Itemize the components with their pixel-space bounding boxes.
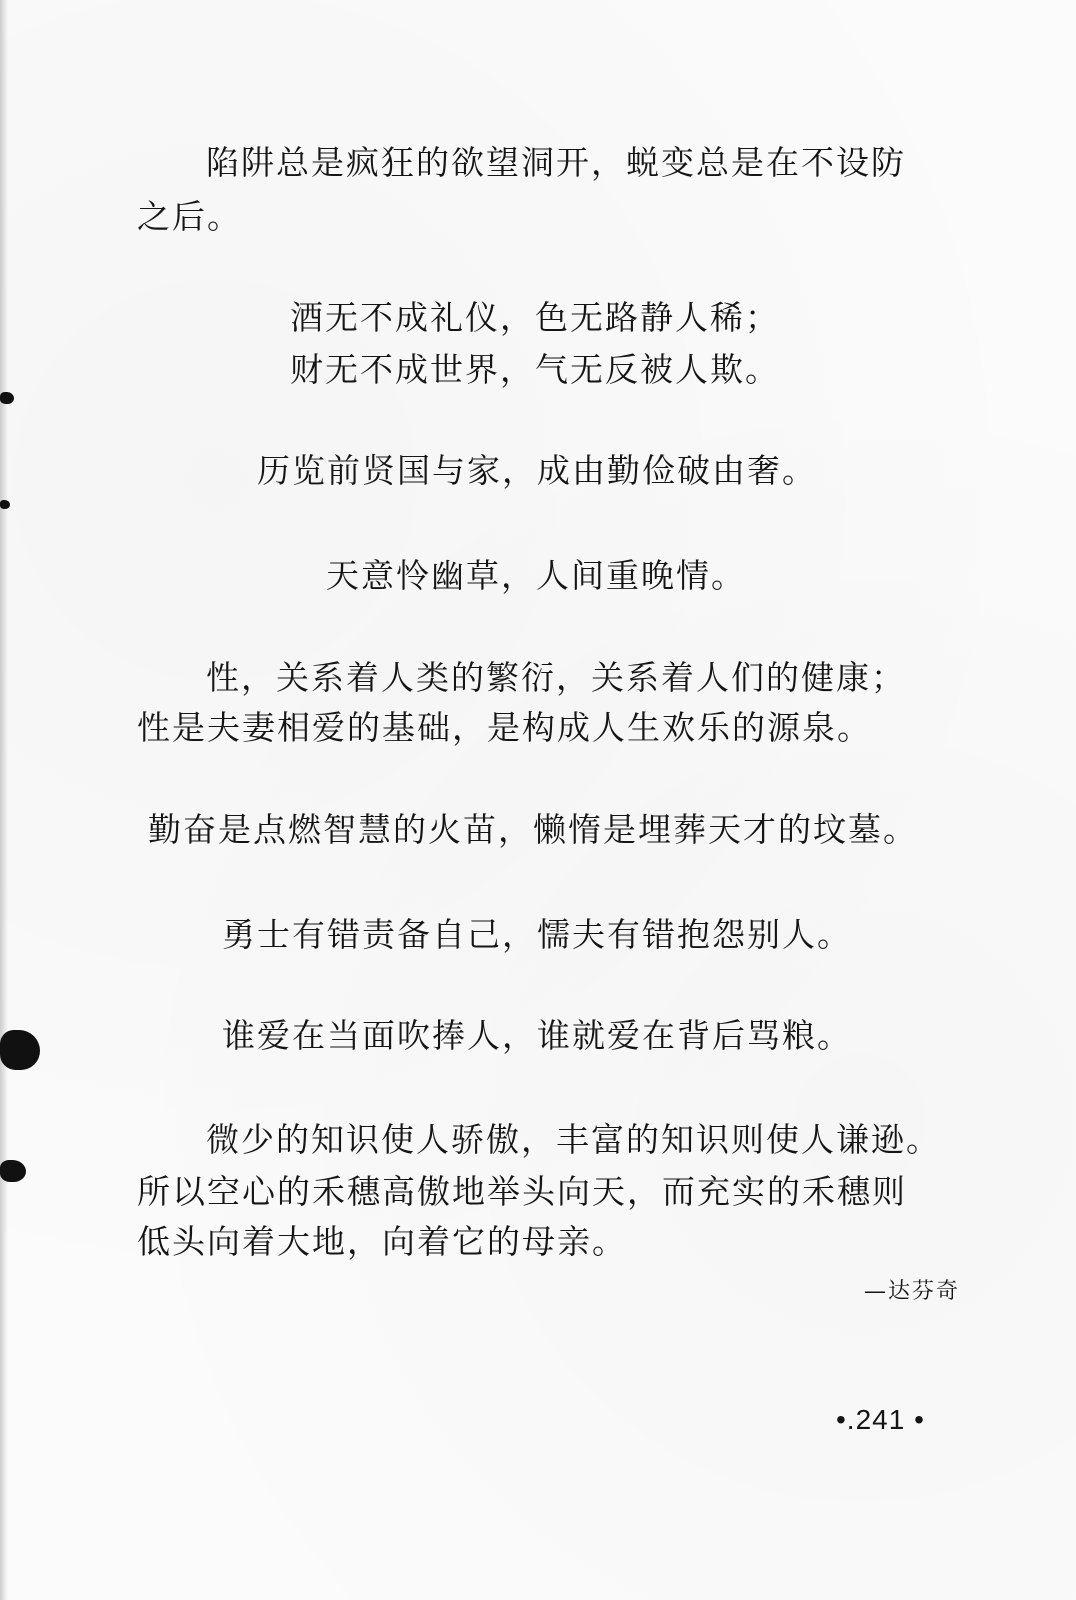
paragraph-4-line-1: 天意怜幽草，人间重晚情。 bbox=[326, 556, 746, 595]
paragraph-5-line-1: 性，关系着人类的繁衍，关系着人们的健康； bbox=[206, 658, 906, 697]
paragraph-8-line-1: 谁爱在当面吹捧人，谁就爱在背后骂粮。 bbox=[222, 1016, 852, 1055]
ink-blot bbox=[0, 1160, 26, 1182]
paragraph-6-line-1: 勤奋是点燃智慧的火苗，懒惰是埋葬天才的坟墓。 bbox=[148, 810, 918, 849]
paragraph-9-line-1: 微少的知识使人骄傲，丰富的知识则使人谦逊。 bbox=[206, 1120, 941, 1159]
ink-blot bbox=[0, 500, 10, 509]
paragraph-5-line-2: 性是夫妻相爱的基础，是构成人生欢乐的源泉。 bbox=[137, 708, 872, 747]
attribution: —达芬奇 bbox=[863, 1279, 960, 1304]
binding-edge bbox=[0, 0, 8, 1600]
paragraph-9-line-2: 所以空心的禾穗高傲地举头向天，而充实的禾穗则 bbox=[137, 1172, 907, 1211]
paragraph-1-line-1: 陷阱总是疯狂的欲望洞开，蜕变总是在不设防 bbox=[206, 143, 906, 182]
paragraph-2-line-1: 酒无不成礼仪，色无路静人稀； bbox=[290, 298, 780, 337]
paragraph-1-line-2: 之后。 bbox=[137, 197, 242, 236]
paragraph-3-line-1: 历览前贤国与家，成由勤俭破由奢。 bbox=[257, 451, 817, 490]
paragraph-7-line-1: 勇士有错责备自己，懦夫有错抱怨别人。 bbox=[222, 915, 852, 954]
page-number: •.241 • bbox=[836, 1404, 925, 1435]
ink-blot bbox=[0, 1030, 40, 1070]
paragraph-2-line-2: 财无不成世界，气无反被人欺。 bbox=[290, 350, 780, 389]
ink-blot bbox=[0, 392, 14, 404]
paragraph-9-line-3: 低头向着大地，向着它的母亲。 bbox=[137, 1222, 627, 1261]
